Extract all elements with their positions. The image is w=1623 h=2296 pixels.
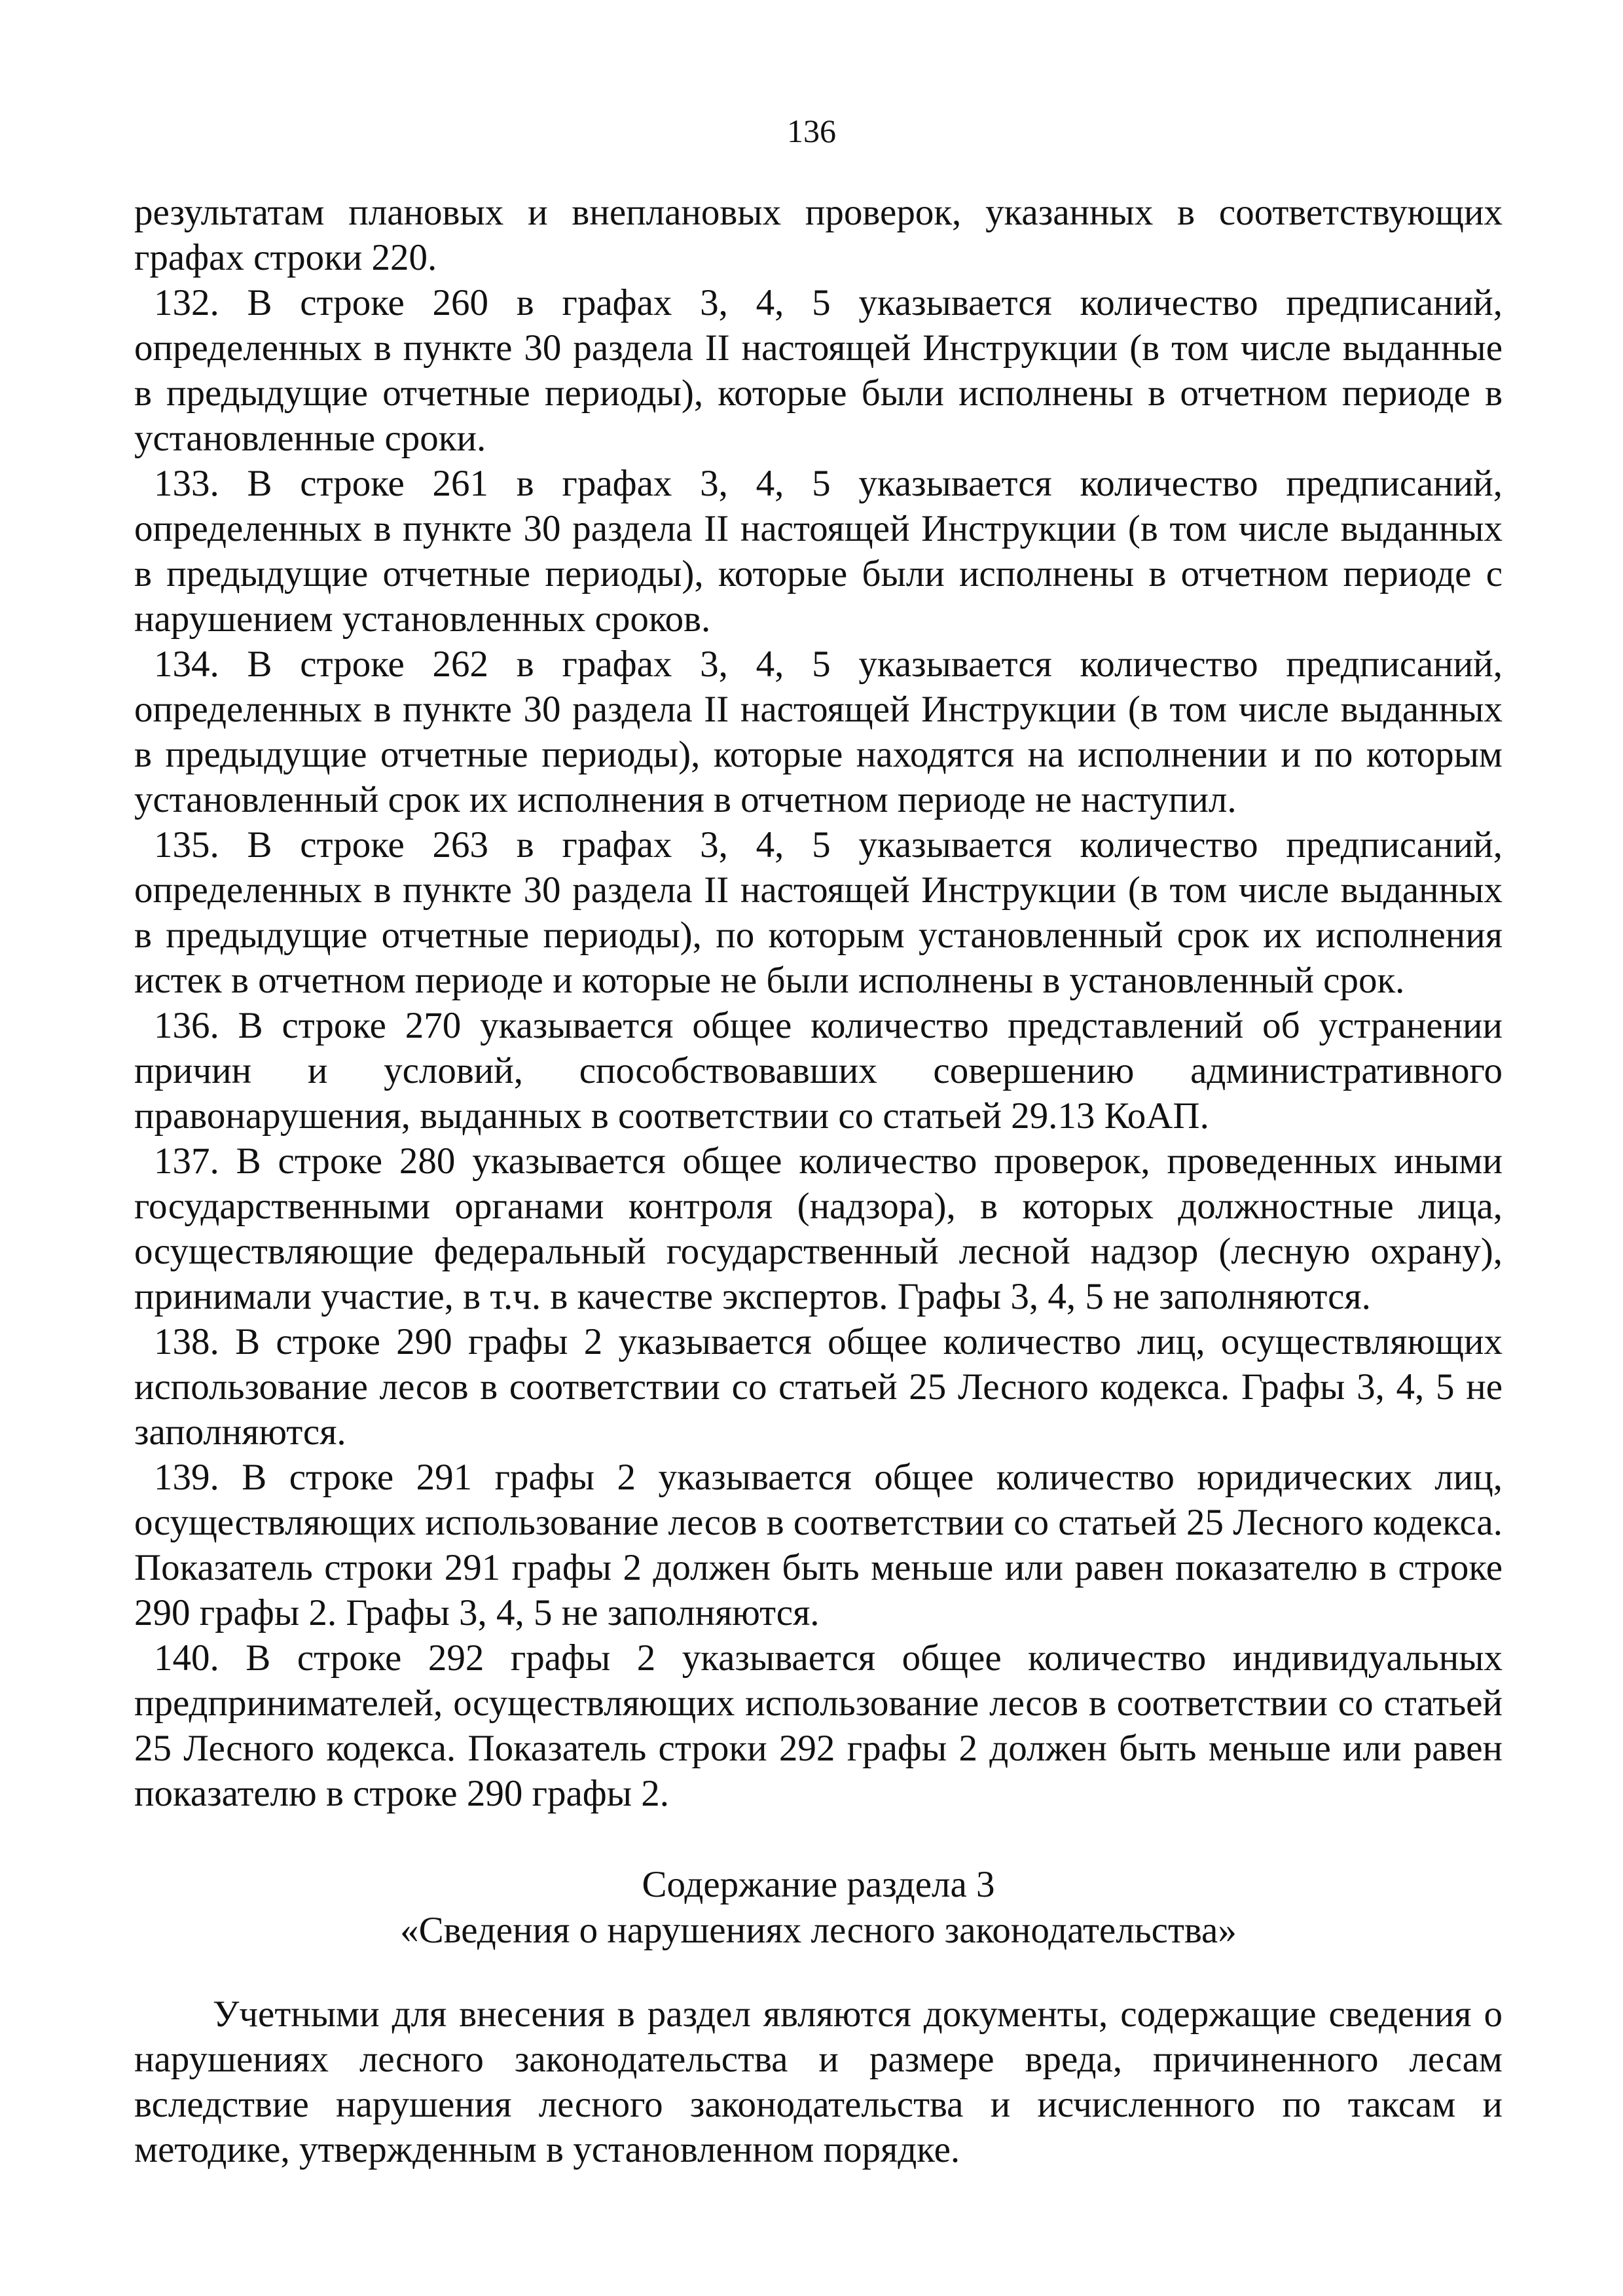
item-text: В строке 291 графы 2 указывается общее количество юридических лиц, осуществляющих использование лесов в соответствии со статьей 25 Лесного кодекса. Показатель строки 291 графы 2 должен быть меньше или равен показателю в строке 290 графы 2. Графы 3, 4, 5 не заполняются.: [134, 1457, 1503, 1633]
item-number: 132.: [154, 282, 219, 323]
section-intro-paragraph: Учетными для внесения в раздел являются документы, содержащие сведения о нарушениях лесного законодательства и размере вреда, причиненного лесам вследствие нарушения лесного законодательства и исчисленного по таксам и методике, утвержденным в установленном порядке.: [134, 1994, 1503, 2170]
section-heading: [134, 1862, 1503, 1954]
item-number: 135.: [154, 824, 219, 866]
item-text: В строке 270 указывается общее количество представлений об устранении причин и условий, способствовавших совершению административного правонарушения, выданных в соответствии со статьей 29.13 КоАП.: [134, 1005, 1503, 1137]
item-number: 138.: [154, 1321, 219, 1362]
item-133: [134, 461, 1503, 642]
item-140: [134, 1635, 1503, 1816]
item-number: 139.: [154, 1457, 219, 1498]
item-text: В строке 290 графы 2 указывается общее количество лиц, осуществляющих использование лесов в соответствии со статьей 25 Лесного кодекса. Графы 3, 4, 5 не заполняются.: [134, 1321, 1503, 1453]
item-number: 134.: [154, 644, 219, 685]
item-text: В строке 263 в графах 3, 4, 5 указывается количество предписаний, определенных в пункте 30 раздела II настоящей Инструкции (в том числе выданных в предыдущие отчетные периоды), по которым установленный срок их исполнения истек в отчетном периоде и которые не были исполнены в установленный срок.: [134, 824, 1503, 1001]
section-heading-line1: Содержание раздела 3: [642, 1864, 995, 1905]
item-text: В строке 261 в графах 3, 4, 5 указывается количество предписаний, определенных в пункте 30 раздела II настоящей Инструкции (в том числе выданных в предыдущие отчетные периоды), которые были исполнены в отчетном периоде с нарушением установленных сроков.: [134, 463, 1503, 640]
section-heading-line2: «Сведения о нарушениях лесного законодательства»: [400, 1910, 1237, 1951]
page-number: 136: [787, 113, 836, 149]
item-number: 137.: [154, 1140, 219, 1182]
item-132: [134, 280, 1503, 461]
item-text: В строке 260 в графах 3, 4, 5 указывается количество предписаний, определенных в пункте 30 раздела II настоящей Инструкции (в том числе выданные в предыдущие отчетные периоды), которые были исполнены в отчетном периоде в установленные сроки.: [134, 282, 1503, 459]
item-138: [134, 1319, 1503, 1455]
item-text: В строке 280 указывается общее количество проверок, проведенных иными государственными органами контроля (надзора), в которых должностные лица, осуществляющие федеральный государственный лесной надзор (лесную охрану), принимали участие, в т.ч. в качестве экспертов. Графы 3, 4, 5 не заполняются.: [134, 1140, 1503, 1317]
item-number: 140.: [154, 1637, 219, 1679]
item-134: [134, 642, 1503, 822]
continuation-paragraph: результатам плановых и внеплановых проверок, указанных в соответствующих графах строки 220.: [134, 192, 1503, 278]
item-number: 133.: [154, 463, 219, 504]
item-text: В строке 292 графы 2 указывается общее количество индивидуальных предпринимателей, осуществляющих использование лесов в соответствии со статьей 25 Лесного кодекса. Показатель строки 292 графы 2 должен быть меньше или равен показателю в строке 290 графы 2.: [134, 1637, 1503, 1814]
item-137: [134, 1139, 1503, 1319]
item-136: [134, 1003, 1503, 1139]
item-139: [134, 1455, 1503, 1635]
item-135: [134, 822, 1503, 1003]
item-number: 136.: [154, 1005, 219, 1046]
document-body: [134, 190, 1503, 2172]
item-text: В строке 262 в графах 3, 4, 5 указывается количество предписаний, определенных в пункте 30 раздела II настоящей Инструкции (в том числе выданных в предыдущие отчетные периоды), которые находятся на исполнении и по которым установленный срок их исполнения в отчетном периоде не наступил.: [134, 644, 1503, 820]
